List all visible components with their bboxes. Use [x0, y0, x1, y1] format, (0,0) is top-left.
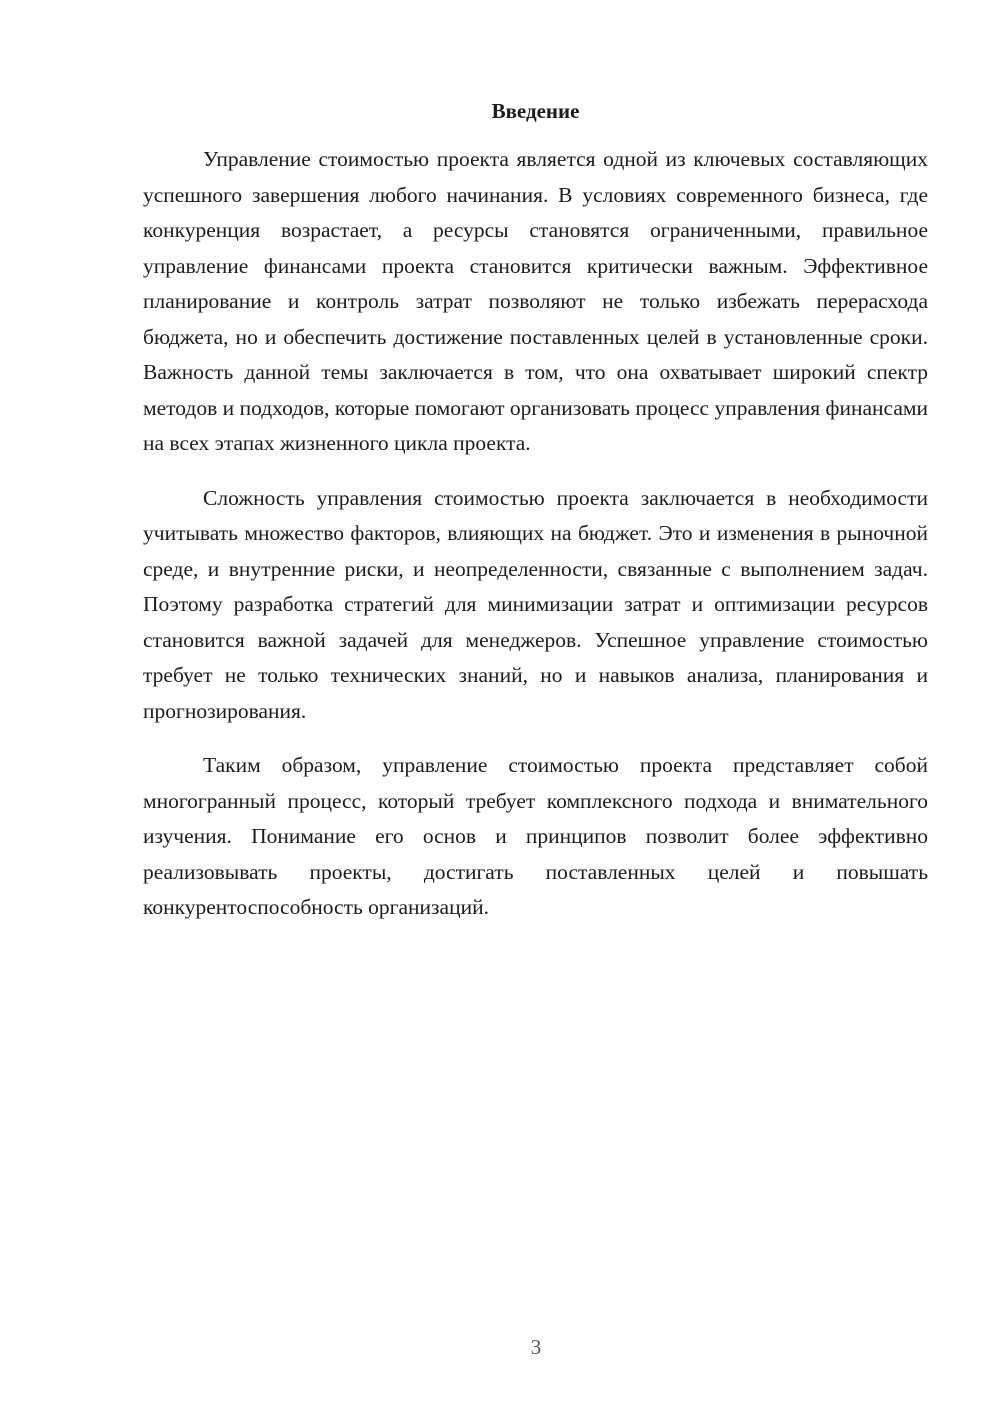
page-title: Введение — [491, 99, 580, 123]
page-number: 3 — [530, 1335, 542, 1359]
body-text — [143, 142, 928, 945]
paragraph-3: Таким образом, управление стоимостью проекта представляет собой многогранный процесс, который требует комплексного подхода и внимательного изучения. Понимание его основ и принципов позволит более эффективно реализовывать проекты, достигать поставленных целей и повышать конкурентоспособность организаций. — [143, 753, 928, 919]
paragraph-1: Управление стоимостью проекта является одной из ключевых составляющих успешного завершения любого начинания. В условиях современного бизнеса, где конкуренция возрастает, а ресурсы становятся ограниченными, правильное управление финансами проекта становится критически важным. Эффективное планирование и контроль затрат позволяют не только избежать перерасхода бюджета, но и обеспечить достижение поставленных целей в установленные сроки. Важность данной темы заключается в том, что она охватывает широкий спектр методов и подходов, которые помогают организовать процесс управления финансами на всех этапах жизненного цикла проекта. — [143, 147, 928, 455]
paragraph-2: Сложность управления стоимостью проекта заключается в необходимости учитывать множество факторов, влияющих на бюджет. Это и изменения в рыночной среде, и внутренние риски, и неопределенности, связанные с выполнением задач. Поэтому разработка стратегий для минимизации затрат и оптимизации ресурсов становится важной задачей для менеджеров. Успешное управление стоимостью требует не только технических знаний, но и навыков анализа, планирования и прогнозирования. — [143, 485, 928, 723]
